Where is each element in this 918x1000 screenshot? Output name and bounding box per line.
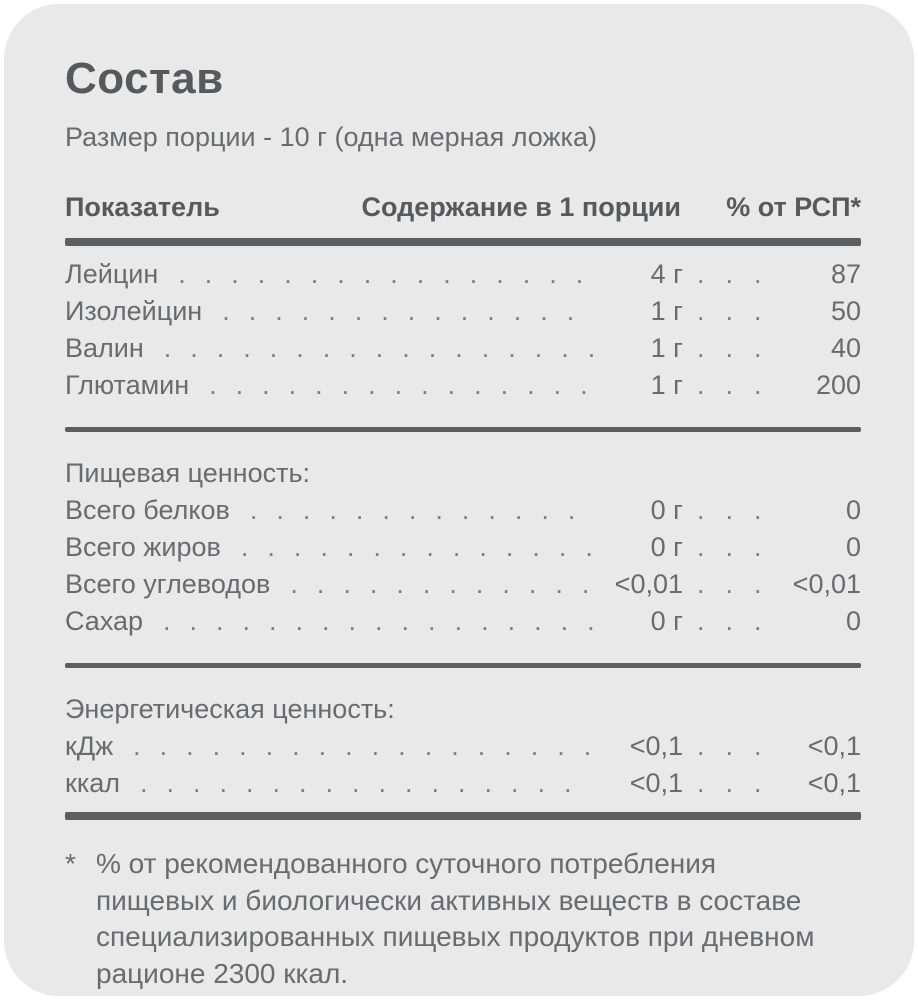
row-percent: <0,01 — [792, 569, 861, 599]
dot-separator — [683, 603, 771, 640]
dot-leader — [144, 330, 593, 367]
row-value: 1 г — [650, 333, 683, 363]
column-header-indicator: Показатель — [65, 192, 220, 222]
row-value: 0 г — [650, 532, 683, 562]
section-heading: Энергетическая ценность: — [65, 694, 395, 724]
footnote — [65, 846, 861, 992]
dot-leader — [230, 492, 593, 529]
row-percent: 200 — [815, 370, 861, 400]
row-percent: 0 — [845, 532, 861, 562]
dot-leader — [189, 367, 593, 404]
row-percent: 0 — [845, 495, 861, 525]
row-percent: 0 — [845, 606, 861, 636]
row-value: 0 г — [650, 606, 683, 636]
footnote-text: % от рекомендованного суточного потребления пищевых и биологически активных веществ в составе специализированных пищевых продуктов при дневном рационе 2300 ккал. — [96, 848, 815, 989]
dot-separator — [683, 293, 771, 330]
dot-leader — [120, 765, 593, 802]
footnote-asterisk: * — [65, 848, 76, 879]
table-row — [65, 293, 861, 330]
table-row — [65, 728, 861, 765]
table-body — [65, 246, 861, 812]
row-percent: 40 — [830, 333, 861, 363]
row-label: ккал — [65, 768, 120, 798]
dot-leader — [270, 566, 593, 603]
serving-size-text: Размер порции - 10 г (одна мерная ложка) — [65, 122, 597, 152]
dot-separator — [683, 765, 771, 802]
row-label: Сахар — [65, 606, 144, 636]
row-label: Валин — [65, 333, 144, 363]
row-value: <0,1 — [629, 768, 683, 798]
row-label: Изолейцин — [65, 296, 203, 326]
table-row — [65, 256, 861, 293]
row-value: <0,01 — [614, 569, 683, 599]
row-value: 1 г — [650, 370, 683, 400]
table-section — [65, 246, 861, 414]
nutrition-table — [65, 189, 861, 820]
row-percent: 50 — [830, 296, 861, 326]
section-divider-rule — [65, 427, 861, 432]
table-row — [65, 603, 861, 640]
section-heading: Пищевая ценность: — [65, 458, 311, 488]
table-row — [65, 566, 861, 603]
dot-leader — [202, 293, 593, 330]
column-header-pct-rdi: % от РСП* — [726, 192, 861, 222]
row-label: Глютамин — [65, 370, 190, 400]
dot-separator — [683, 566, 771, 603]
table-row — [65, 367, 861, 404]
composition-card — [4, 4, 914, 996]
dot-separator — [683, 529, 771, 566]
row-label: Всего белков — [65, 495, 230, 525]
table-section — [65, 445, 861, 650]
row-label: Всего углеводов — [65, 569, 271, 599]
bottom-rule — [65, 812, 861, 820]
dot-separator — [683, 367, 771, 404]
section-divider-rule — [65, 663, 861, 668]
header-rule — [65, 238, 861, 246]
row-percent: <0,1 — [807, 731, 861, 761]
row-label: Лейцин — [65, 259, 159, 289]
row-value: 4 г — [650, 259, 683, 289]
table-row — [65, 529, 861, 566]
row-percent: <0,1 — [807, 768, 861, 798]
dot-separator — [683, 728, 771, 765]
column-header-per-serving: Содержание в 1 порции — [361, 192, 681, 222]
page-title: Состав — [65, 54, 224, 103]
dot-leader — [221, 529, 593, 566]
table-section — [65, 681, 861, 812]
row-value: <0,1 — [629, 731, 683, 761]
dot-leader — [113, 728, 593, 765]
dot-leader — [143, 603, 593, 640]
dot-separator — [683, 256, 771, 293]
dot-leader — [158, 256, 593, 293]
row-value: 1 г — [650, 296, 683, 326]
row-label: Всего жиров — [65, 532, 221, 562]
table-row — [65, 765, 861, 802]
dot-separator — [683, 492, 771, 529]
row-percent: 87 — [830, 259, 861, 289]
row-value: 0 г — [650, 495, 683, 525]
table-header-row — [65, 189, 861, 226]
row-label: кДж — [65, 731, 114, 761]
dot-separator — [683, 330, 771, 367]
table-row — [65, 492, 861, 529]
table-row — [65, 330, 861, 367]
